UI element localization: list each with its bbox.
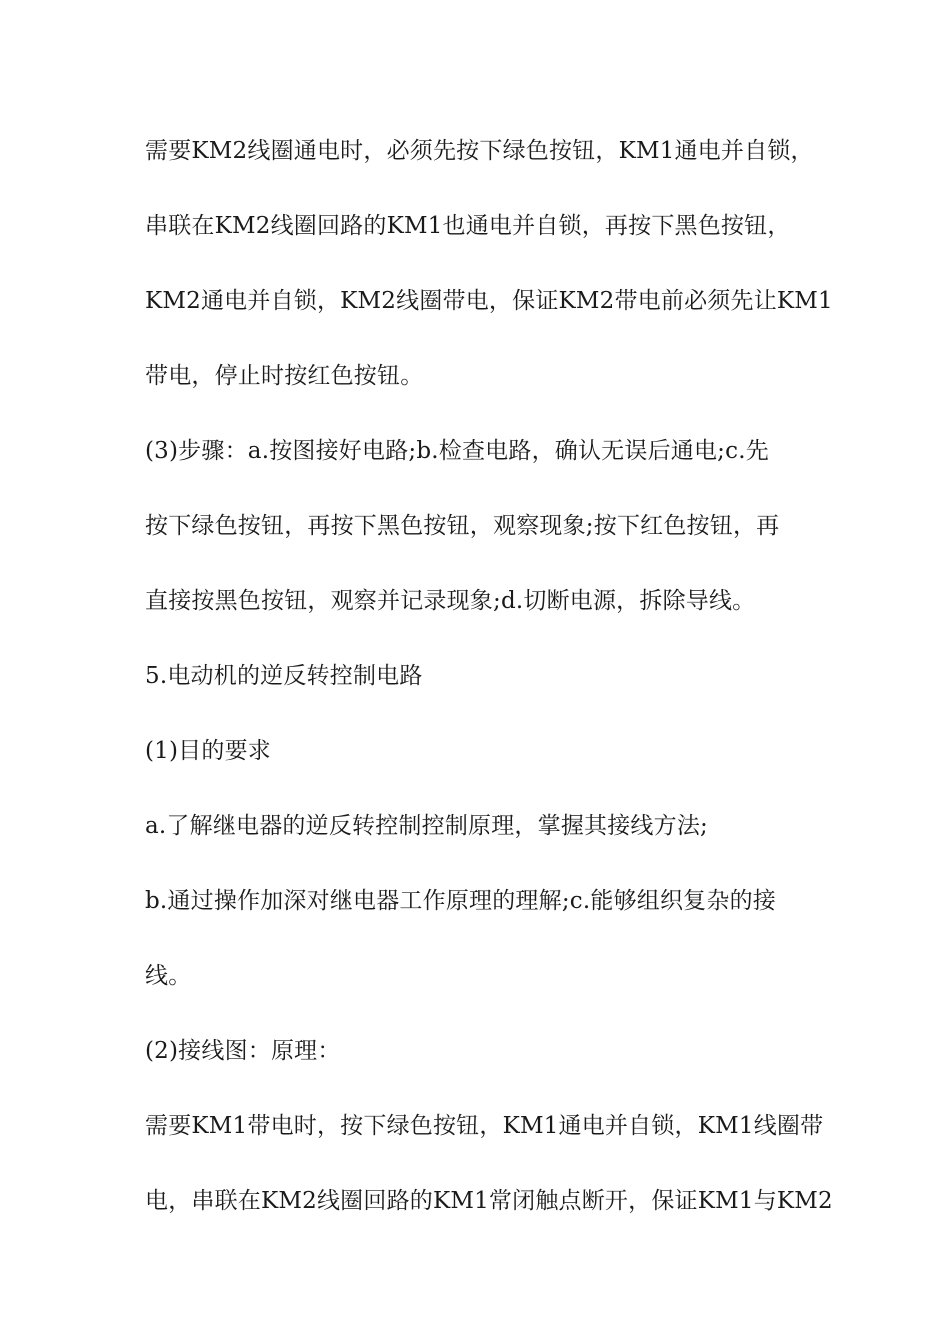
text-line: 需要KM1带电时，按下绿色按钮，KM1通电并自锁，KM1线圈带 <box>145 1113 824 1139</box>
text-line: (3)步骤：a.按图接好电路;b.检查电路，确认无误后通电;c.先 <box>145 438 769 464</box>
text-line: 直接按黑色按钮，观察并记录现象;d.切断电源，拆除导线。 <box>145 588 756 614</box>
text-line: 串联在KM2线圈回路的KM1也通电并自锁，再按下黑色按钮， <box>145 213 791 239</box>
text-line: b.通过操作加深对继电器工作原理的理解;c.能够组织复杂的接 <box>145 888 776 914</box>
subsection-heading: (2)接线图：原理： <box>145 1038 341 1064</box>
text-line: 需要KM2线圈通电时，必须先按下绿色按钮，KM1通电并自锁， <box>145 138 814 164</box>
text-line: 电，串联在KM2线圈回路的KM1常闭触点断开，保证KM1与KM2 <box>145 1188 833 1214</box>
text-line: KM2通电并自锁，KM2线圈带电，保证KM2带电前必须先让KM1 <box>145 288 833 314</box>
subsection-heading: (1)目的要求 <box>145 738 271 764</box>
text-line: a.了解继电器的逆反转控制控制原理，掌握其接线方法; <box>145 813 708 839</box>
text-line: 带电，停止时按红色按钮。 <box>145 363 424 389</box>
section-heading: 5.电动机的逆反转控制电路 <box>145 663 423 689</box>
text-line: 线。 <box>145 963 192 989</box>
text-line: 按下绿色按钮，再按下黑色按钮，观察现象;按下红色按钮，再 <box>145 513 780 539</box>
